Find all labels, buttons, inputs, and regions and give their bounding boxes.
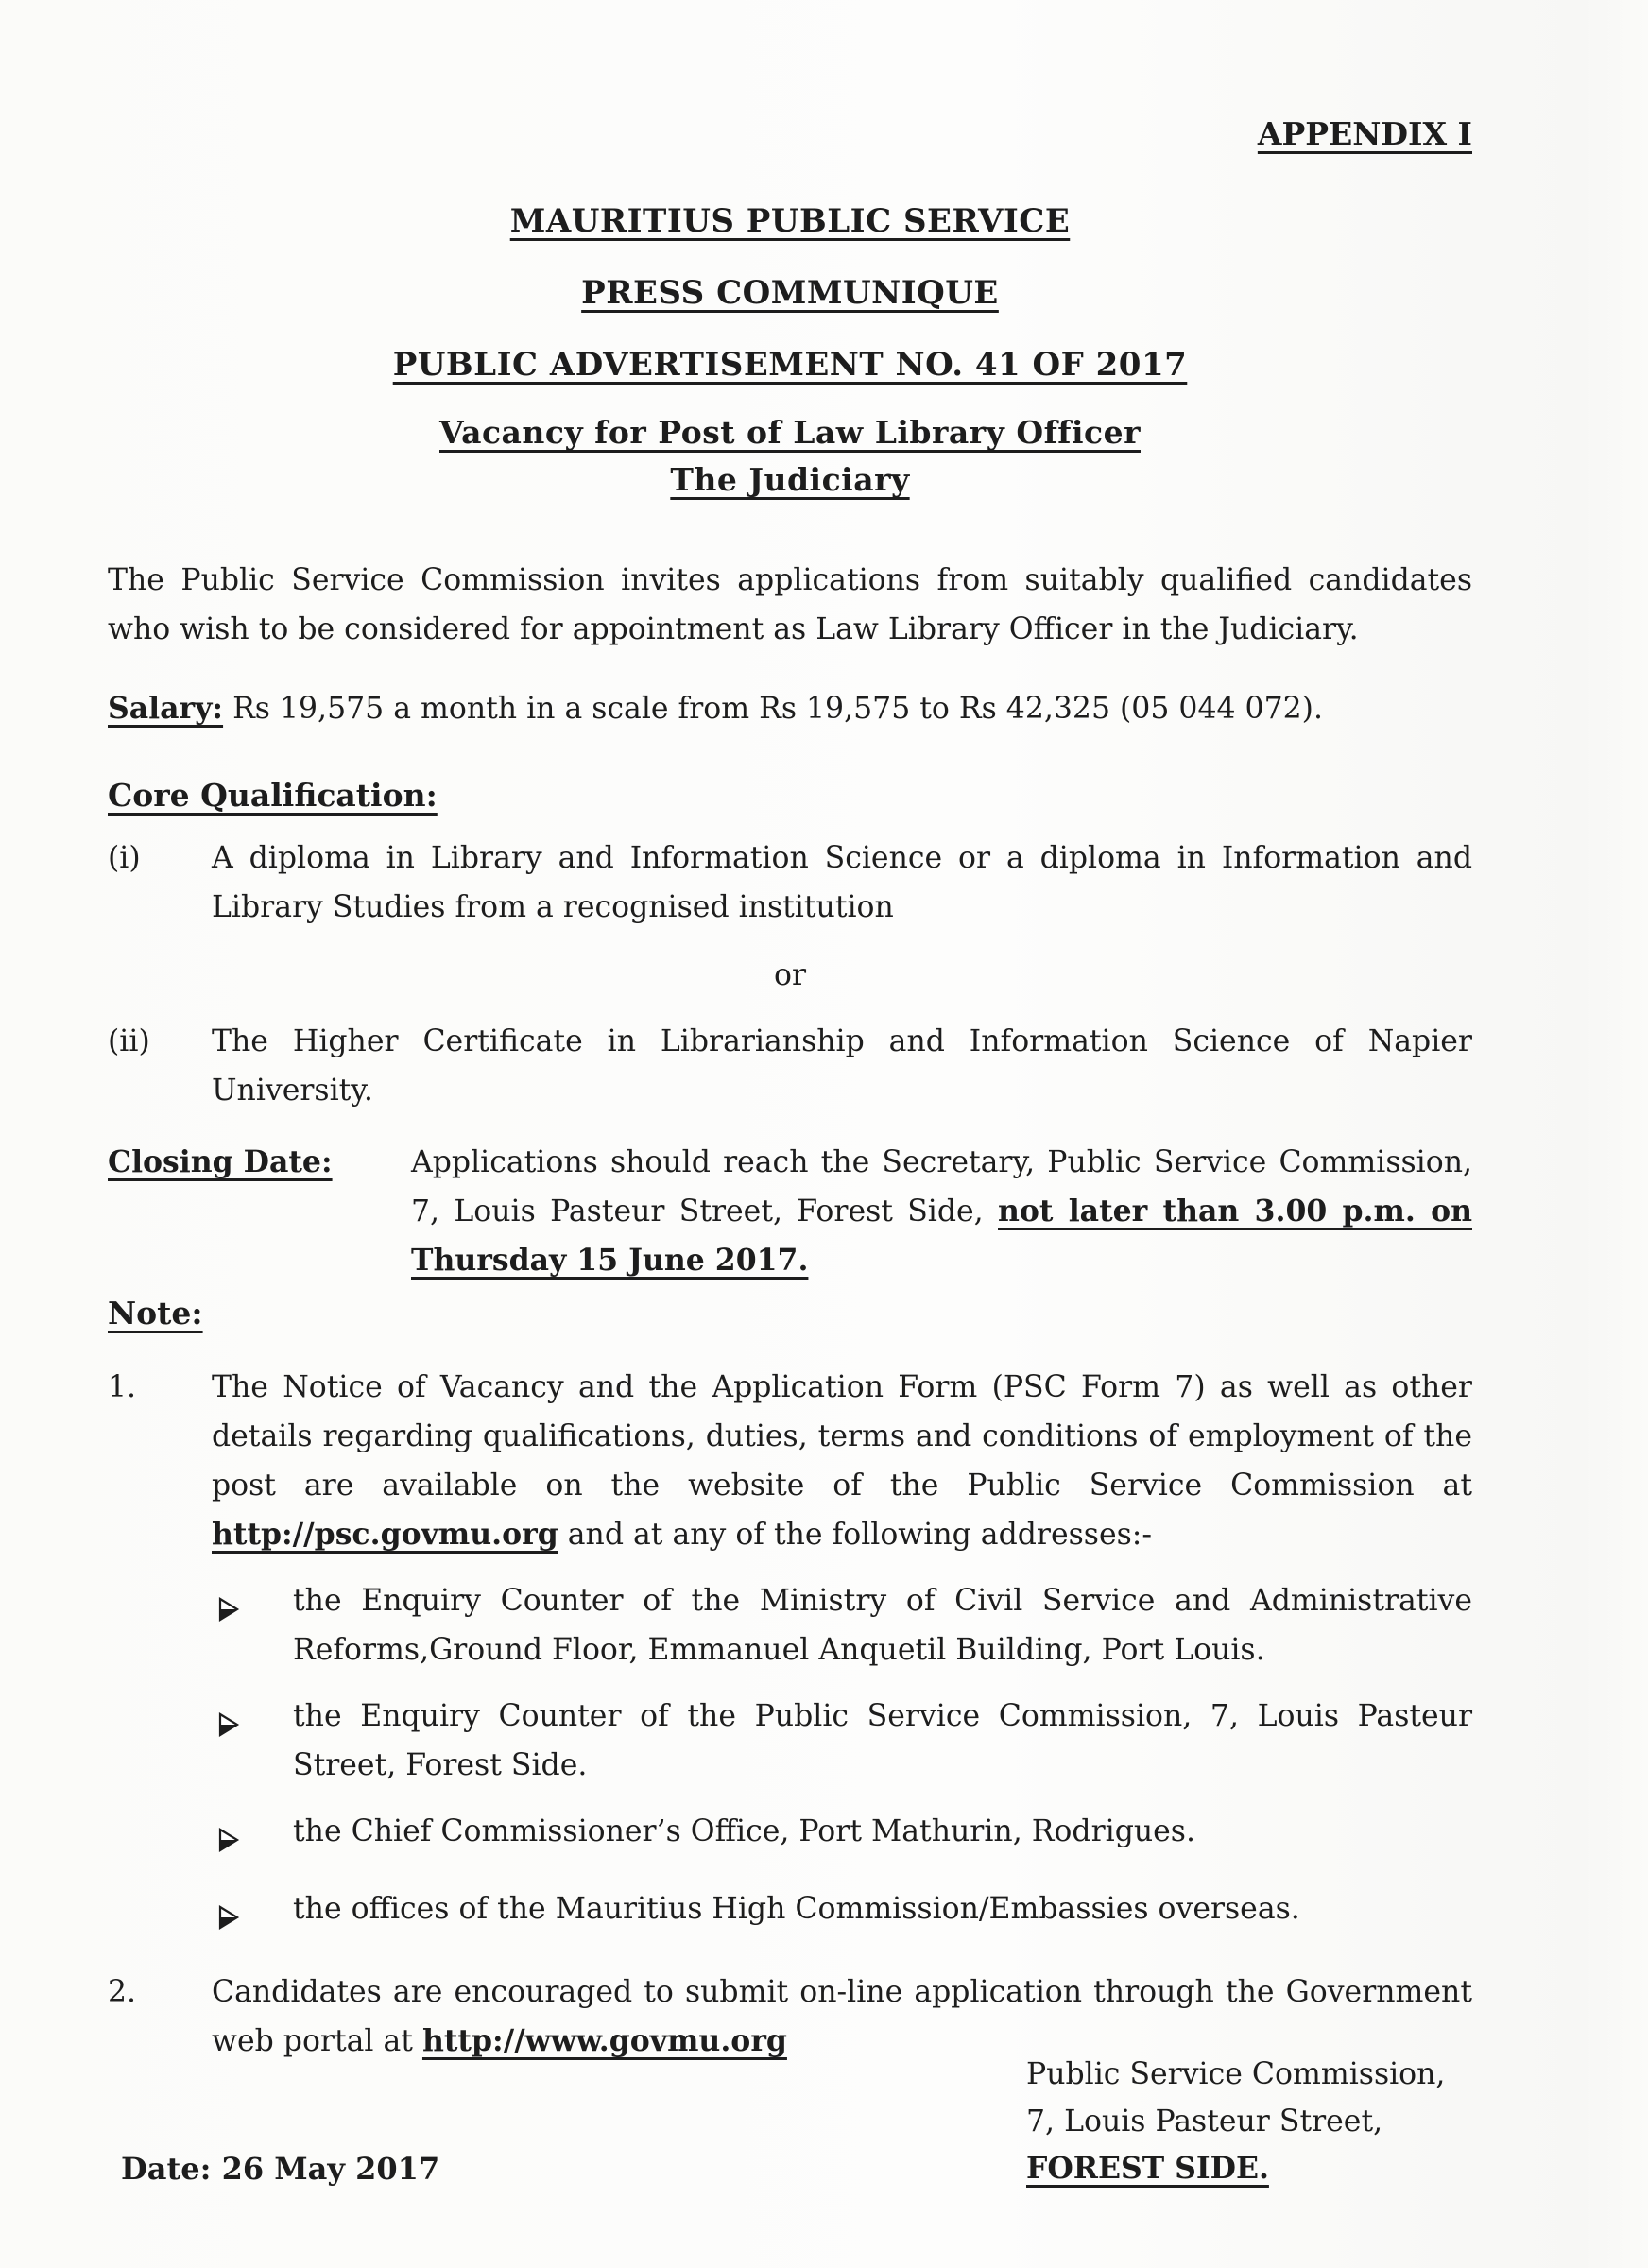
psc-website-link: http://psc.govmu.org [212,1516,558,1552]
signature-org: Public Service Commission, [1026,2057,1446,2091]
title-public-advertisement [108,342,1472,387]
title-mauritius-public-service [108,198,1472,244]
note-2-before-link: Candidates are encouraged to submit on-line application through the Government web portal at [212,1974,1472,2058]
note-text-1 [212,1363,1472,1559]
signature-street: 7, Louis Pasteur Street, [1026,2105,1383,2139]
appendix-label [108,112,1472,157]
address-text: the Enquiry Counter of the Public Service Commission, 7, Louis Pasteur Street, Forest Side. [293,1698,1472,1782]
address-text: the Chief Commissioner’s Office, Port Mathurin, Rodrigues. [293,1813,1195,1848]
title-judiciary [108,457,1472,503]
note-1-after-link: and at any of the following addresses:- [558,1517,1153,1552]
title-press-text: PRESS COMMUNIQUE [581,274,999,312]
qualification-text-i: A diploma in Library and Information Science or a diploma in Information and Library Studies from a recognised institution [212,840,1472,924]
address-item-high-commission [217,1884,1472,1945]
title-judiciary-text: The Judiciary [670,461,910,498]
qualification-text-ii: The Higher Certificate in Librarianship and Information Science of Napier University. [212,1023,1472,1108]
signature-city [1026,2145,1445,2192]
note-number-1: 1. [108,1369,137,1404]
note-heading-text: Note: [108,1294,203,1332]
signature-city-text: FOREST SIDE. [1026,2151,1269,2186]
closing-date-text: Applications should reach the Secretary, Public Service Commission, 7, Louis Pasteur Street, Forest Side, [411,1144,1472,1228]
title-advert-text: PUBLIC ADVERTISEMENT NO. 41 OF 2017 [392,346,1188,384]
arrow-bullet-icon [217,1807,293,1867]
arrow-bullet-icon [217,1576,293,1637]
address-text: the Enquiry Counter of the Ministry of Civil Service and Administrative Reforms,Ground Floor, Emmanuel Anquetil Building, Port Louis. [293,1583,1472,1667]
title-vacancy-text: Vacancy for Post of Law Library Officer [439,414,1141,451]
salary-line [108,684,1472,733]
note-number-2: 2. [108,1974,137,2009]
note-1-before-link: The Notice of Vacancy and the Application Form (PSC Form 7) as well as other details regarding qualifications, duties, terms and conditions of employment of the post are available on the website of the Public Service Commission at [212,1369,1472,1503]
govmu-portal-link: http://www.govmu.org [421,2022,787,2058]
note-heading [108,1289,1472,1338]
closing-date-label-text: Closing Date: [108,1143,333,1179]
title-mauritius-text: MAURITIUS PUBLIC SERVICE [509,202,1071,240]
salary-label: Salary: [108,690,224,726]
intro-paragraph: The Public Service Commission invites applications from suitably qualified candidates who wish to be considered for appointment as Law Library Officer in the Judiciary. [108,563,1472,646]
closing-date-deadline: not later than 3.00 p.m. on Thursday 15 June 2017. [411,1193,1472,1278]
qualification-item-ii [108,1017,1472,1115]
address-text: the offices of the Mauritius High Commission/Embassies overseas. [293,1891,1300,1926]
qualification-marker-ii: (ii) [108,1023,150,1058]
arrow-bullet-icon [217,1692,293,1752]
date-line: Date: 26 May 2017 [121,2151,440,2187]
core-qualification-heading [108,771,1472,820]
appendix-text: APPENDIX I [1257,115,1472,152]
title-vacancy [108,410,1472,455]
address-item-chief-commissioner [217,1807,1472,1867]
closing-date-section [108,1138,1472,1285]
closing-date-paragraph [411,1138,1472,1285]
address-item-ministry [217,1576,1472,1675]
qualification-marker-i: (i) [108,840,141,875]
or-separator: or [773,957,807,992]
qualification-item-i [108,833,1472,932]
salary-text: Rs 19,575 a month in a scale from Rs 19,575 to Rs 42,325 (05 044 072). [223,691,1323,726]
signature-block [1026,2051,1445,2192]
arrow-bullet-icon [217,1884,293,1945]
closing-date-label [108,1138,411,1187]
address-item-psc-counter [217,1692,1472,1790]
core-qualification-text: Core Qualification: [108,776,438,814]
title-press-communique [108,270,1472,316]
note-item-1 [108,1363,1472,1559]
